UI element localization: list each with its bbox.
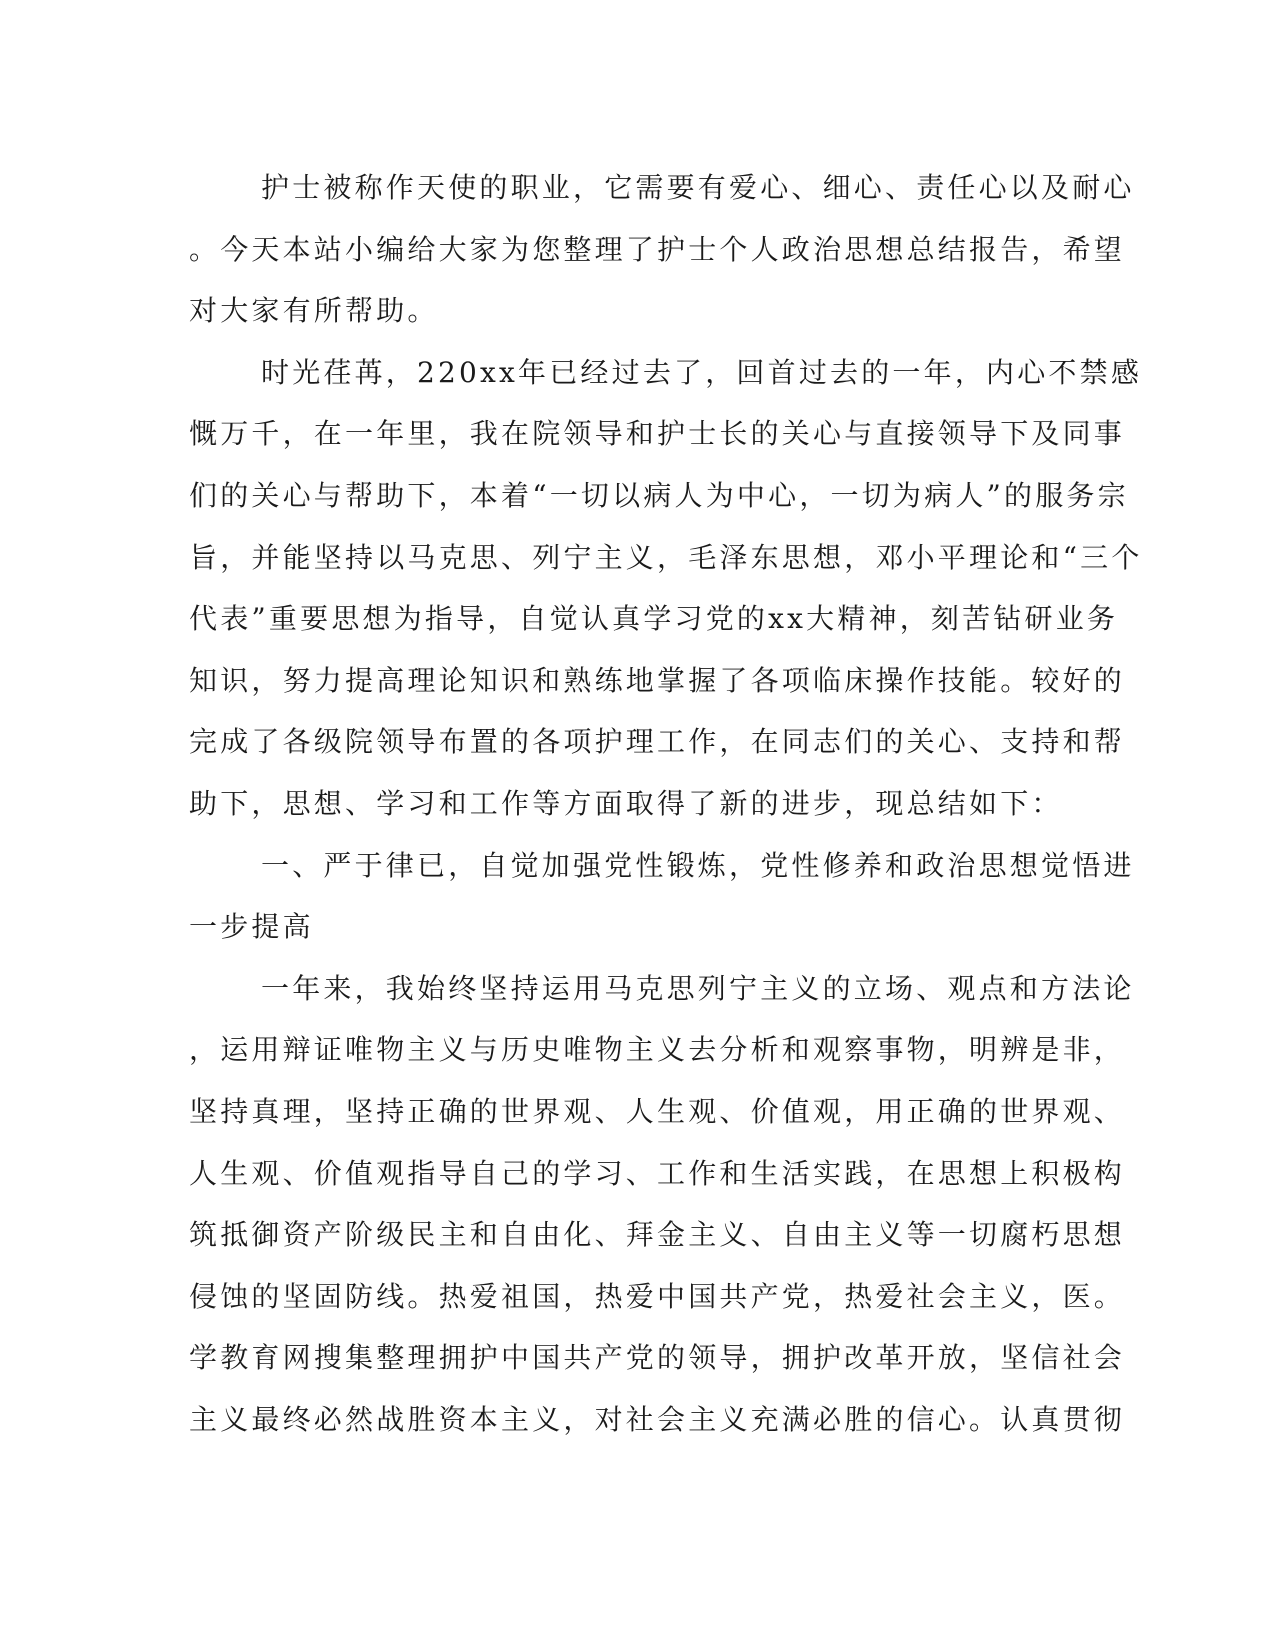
section-heading: 一、严于律已，自觉加强党性锻炼，党性修养和政治思想觉悟进 — [261, 848, 1135, 882]
document-body — [189, 157, 1143, 1450]
text-line: 时光荏苒，220xx年已经过去了，回首过去的一年，内心不禁感 — [261, 355, 1143, 389]
text-line: 助下，思想、学习和工作等方面取得了新的进步，现总结如下： — [189, 786, 1063, 820]
text-line: 一年来，我始终坚持运用马克思列宁主义的立场、观点和方法论 — [261, 971, 1135, 1005]
text-line: 代表”重要思想为指导，自觉认真学习党的xx大精神，刻苦钻研业务 — [189, 602, 1119, 636]
text-line: 筑抵御资产阶级民主和自由化、拜金主义、自由主义等一切腐朽思想 — [189, 1218, 1126, 1252]
text-line: ，运用辩证唯物主义与历史唯物主义去分析和观察事物，明辨是非， — [189, 1033, 1126, 1067]
text-line: 侵蚀的坚固防线。热爱祖国，热爱中国共产党，热爱社会主义，医。 — [189, 1279, 1126, 1313]
text-line: 完成了各级院领导布置的各项护理工作，在同志们的关心、支持和帮 — [189, 725, 1126, 759]
text-line: 知识，努力提高理论知识和熟练地掌握了各项临床操作技能。较好的 — [189, 663, 1126, 697]
text-line: 人生观、价值观指导自己的学习、工作和生活实践，在思想上积极构 — [189, 1156, 1126, 1190]
text-line: 们的关心与帮助下，本着“一切以病人为中心，一切为病人”的服务宗 — [189, 478, 1129, 512]
text-line: 主义最终必然战胜资本主义，对社会主义充满必胜的信心。认真贯彻 — [189, 1402, 1126, 1436]
section-heading: 一步提高 — [189, 910, 314, 944]
text-line: 对大家有所帮助。 — [189, 294, 439, 328]
text-line: 慨万千，在一年里，我在院领导和护士长的关心与直接领导下及同事 — [189, 417, 1126, 451]
text-line: 护士被称作天使的职业，它需要有爱心、细心、责任心以及耐心 — [261, 171, 1135, 204]
text-line: 坚持真理，坚持正确的世界观、人生观、价值观，用正确的世界观、 — [189, 1094, 1126, 1128]
text-line: 旨，并能坚持以马克思、列宁主义，毛泽东思想，邓小平理论和“三个 — [189, 540, 1143, 574]
text-line: 。今天本站小编给大家为您整理了护士个人政治思想总结报告，希望 — [189, 232, 1126, 266]
text-line: 学教育网搜集整理拥护中国共产党的领导，拥护改革开放，坚信社会 — [189, 1341, 1126, 1375]
